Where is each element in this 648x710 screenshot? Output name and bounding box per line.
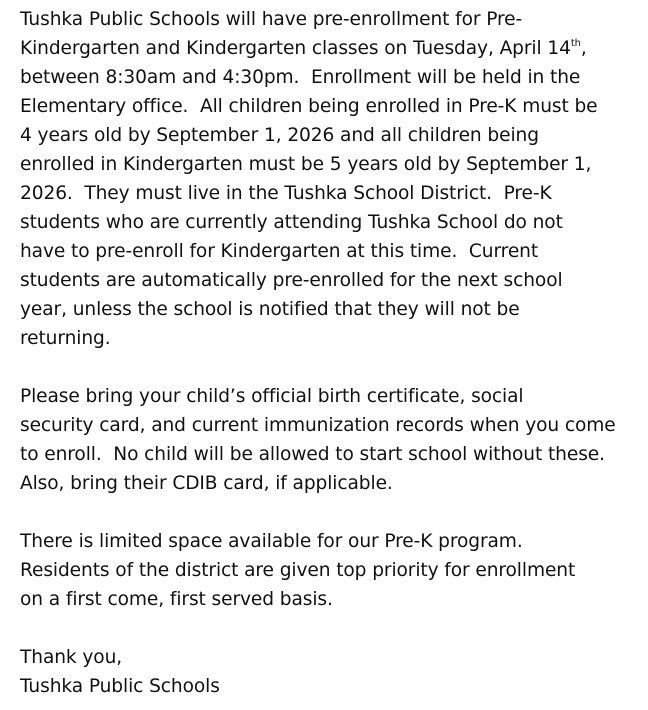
text-line: year, unless the school is notified that they will not be xyxy=(20,299,520,320)
text-segment: , xyxy=(580,38,587,59)
text-line: students who are currently attending Tushka School do not xyxy=(20,212,563,233)
text-line: Tushka Public Schools will have pre-enrollment for Pre- xyxy=(20,9,523,30)
paragraph-spacer xyxy=(20,353,640,382)
text-line: enrolled in Kindergarten must be 5 years old by September 1, xyxy=(20,154,592,175)
text-line: Residents of the district are given top priority for enrollment xyxy=(20,560,576,581)
paragraph-enrollment-details xyxy=(20,5,640,353)
ordinal-superscript: th xyxy=(570,38,581,49)
text-line: on a first come, first served basis. xyxy=(20,589,333,610)
closing-block xyxy=(20,643,640,701)
text-line: Elementary office. All children being enrolled in Pre-K must be xyxy=(20,96,598,117)
salutation: Thank you, xyxy=(20,647,123,668)
paragraph-prek-space xyxy=(20,527,640,614)
paragraph-spacer xyxy=(20,614,640,643)
text-line: students are automatically pre-enrolled for the next school xyxy=(20,270,563,291)
text-line: Also, bring their CDIB card, if applicable. xyxy=(20,473,393,494)
paragraph-spacer xyxy=(20,498,640,527)
text-line: returning. xyxy=(20,328,111,349)
signature: Tushka Public Schools xyxy=(20,676,220,697)
enrollment-notice xyxy=(20,5,640,701)
text-line: to enroll. No child will be allowed to start school without these. xyxy=(20,444,605,465)
text-line-with-date xyxy=(20,34,640,63)
paragraph-required-documents xyxy=(20,382,640,498)
text-line: 4 years old by September 1, 2026 and all children being xyxy=(20,125,539,146)
text-line: security card, and current immunization records when you come xyxy=(20,415,616,436)
text-line: 2026. They must live in the Tushka School District. Pre-K xyxy=(20,183,552,204)
text-line: There is limited space available for our Pre-K program. xyxy=(20,531,523,552)
text-line: between 8:30am and 4:30pm. Enrollment will be held in the xyxy=(20,67,581,88)
text-line: Please bring your child’s official birth certificate, social xyxy=(20,386,524,407)
text-line: have to pre-enroll for Kindergarten at this time. Current xyxy=(20,241,539,262)
text-segment: Kindergarten and Kindergarten classes on Tuesday, April 14 xyxy=(20,38,571,59)
